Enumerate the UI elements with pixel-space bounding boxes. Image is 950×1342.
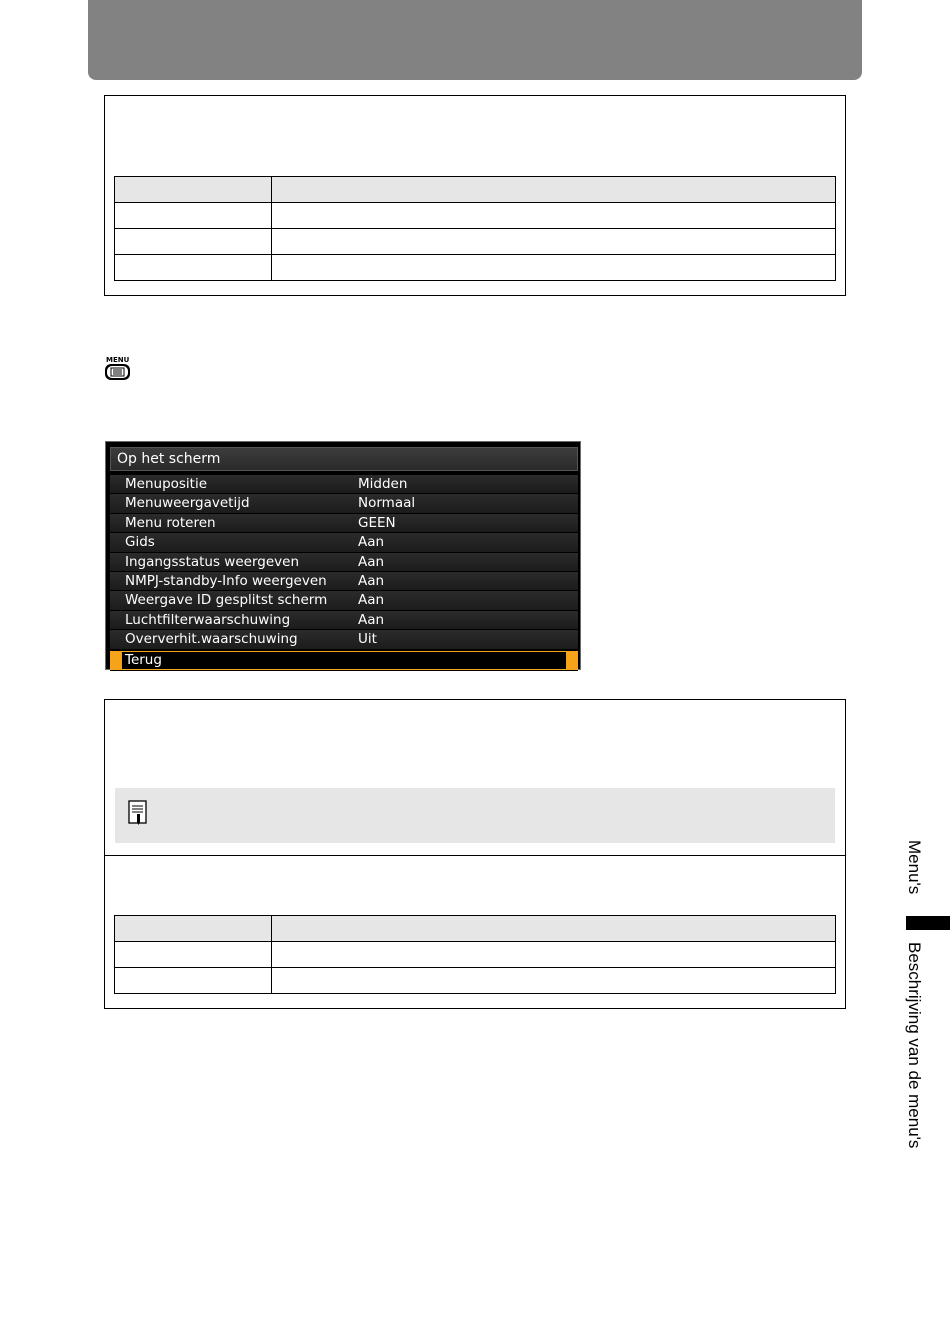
osd-item-value: Aan: [358, 611, 385, 628]
osd-item-label: Ingangsstatus weergeven: [125, 553, 300, 570]
osd-item-label: Luchtfilterwaarschuwing: [125, 611, 291, 628]
osd-item-value: Normaal: [358, 495, 416, 512]
table-row: [115, 255, 836, 281]
osd-back-label: Terug: [125, 651, 162, 668]
osd-item-label: Menu roteren: [125, 514, 216, 531]
table-row: [115, 229, 836, 255]
osd-menu-item[interactable]: [110, 494, 578, 513]
table-row: [115, 942, 836, 968]
osd-item-value: Uit: [358, 631, 377, 648]
box-divider: [104, 855, 846, 856]
table-row: [115, 203, 836, 229]
osd-menu-item[interactable]: [110, 533, 578, 552]
osd-item-label: Gids: [125, 534, 155, 551]
osd-menu-item[interactable]: [110, 572, 578, 591]
osd-item-value: GEEN: [358, 514, 396, 531]
osd-item-value: Aan: [358, 534, 385, 551]
osd-item-value: Aan: [358, 553, 385, 570]
osd-menu-list: [110, 475, 578, 671]
osd-menu-item[interactable]: [110, 553, 578, 572]
table-header-row: [115, 177, 836, 203]
osd-item-label: NMPJ-standby-Info weergeven: [125, 572, 327, 589]
osd-item-label: Weergave ID gesplitst scherm: [125, 592, 328, 609]
osd-item-value: Midden: [358, 476, 408, 492]
side-nav-subsection[interactable]: Beschrijving van de menu's: [905, 942, 924, 1149]
memo-note-icon: [128, 800, 148, 826]
note-panel: [115, 788, 835, 843]
osd-item-value: Aan: [358, 572, 385, 589]
osd-menu-item[interactable]: [110, 514, 578, 533]
osd-menu-title: Op het scherm: [110, 447, 578, 471]
options-table-top: [114, 176, 836, 281]
options-table-bottom: [114, 915, 836, 994]
side-nav-active-marker: [906, 916, 950, 930]
osd-menu-panel: [105, 441, 581, 670]
osd-back-item[interactable]: [110, 651, 578, 671]
table-row: [115, 968, 836, 994]
osd-item-value: Aan: [358, 592, 385, 609]
osd-back-highlight: [122, 652, 566, 669]
osd-menu-item[interactable]: [110, 475, 578, 494]
menu-button-icon: [104, 355, 132, 383]
menu-button-label: MENU: [106, 356, 130, 364]
table-header-row: [115, 916, 836, 942]
side-nav-section[interactable]: Menu's: [905, 840, 924, 895]
osd-menu-item[interactable]: [110, 611, 578, 630]
osd-item-label: Menupositie: [125, 476, 208, 492]
osd-item-label: Oververhit.waarschuwing: [125, 631, 298, 648]
osd-item-label: Menuweergavetijd: [125, 495, 250, 512]
chapter-header-bar: [88, 0, 862, 80]
osd-menu-item[interactable]: [110, 591, 578, 610]
osd-menu-item[interactable]: [110, 630, 578, 649]
